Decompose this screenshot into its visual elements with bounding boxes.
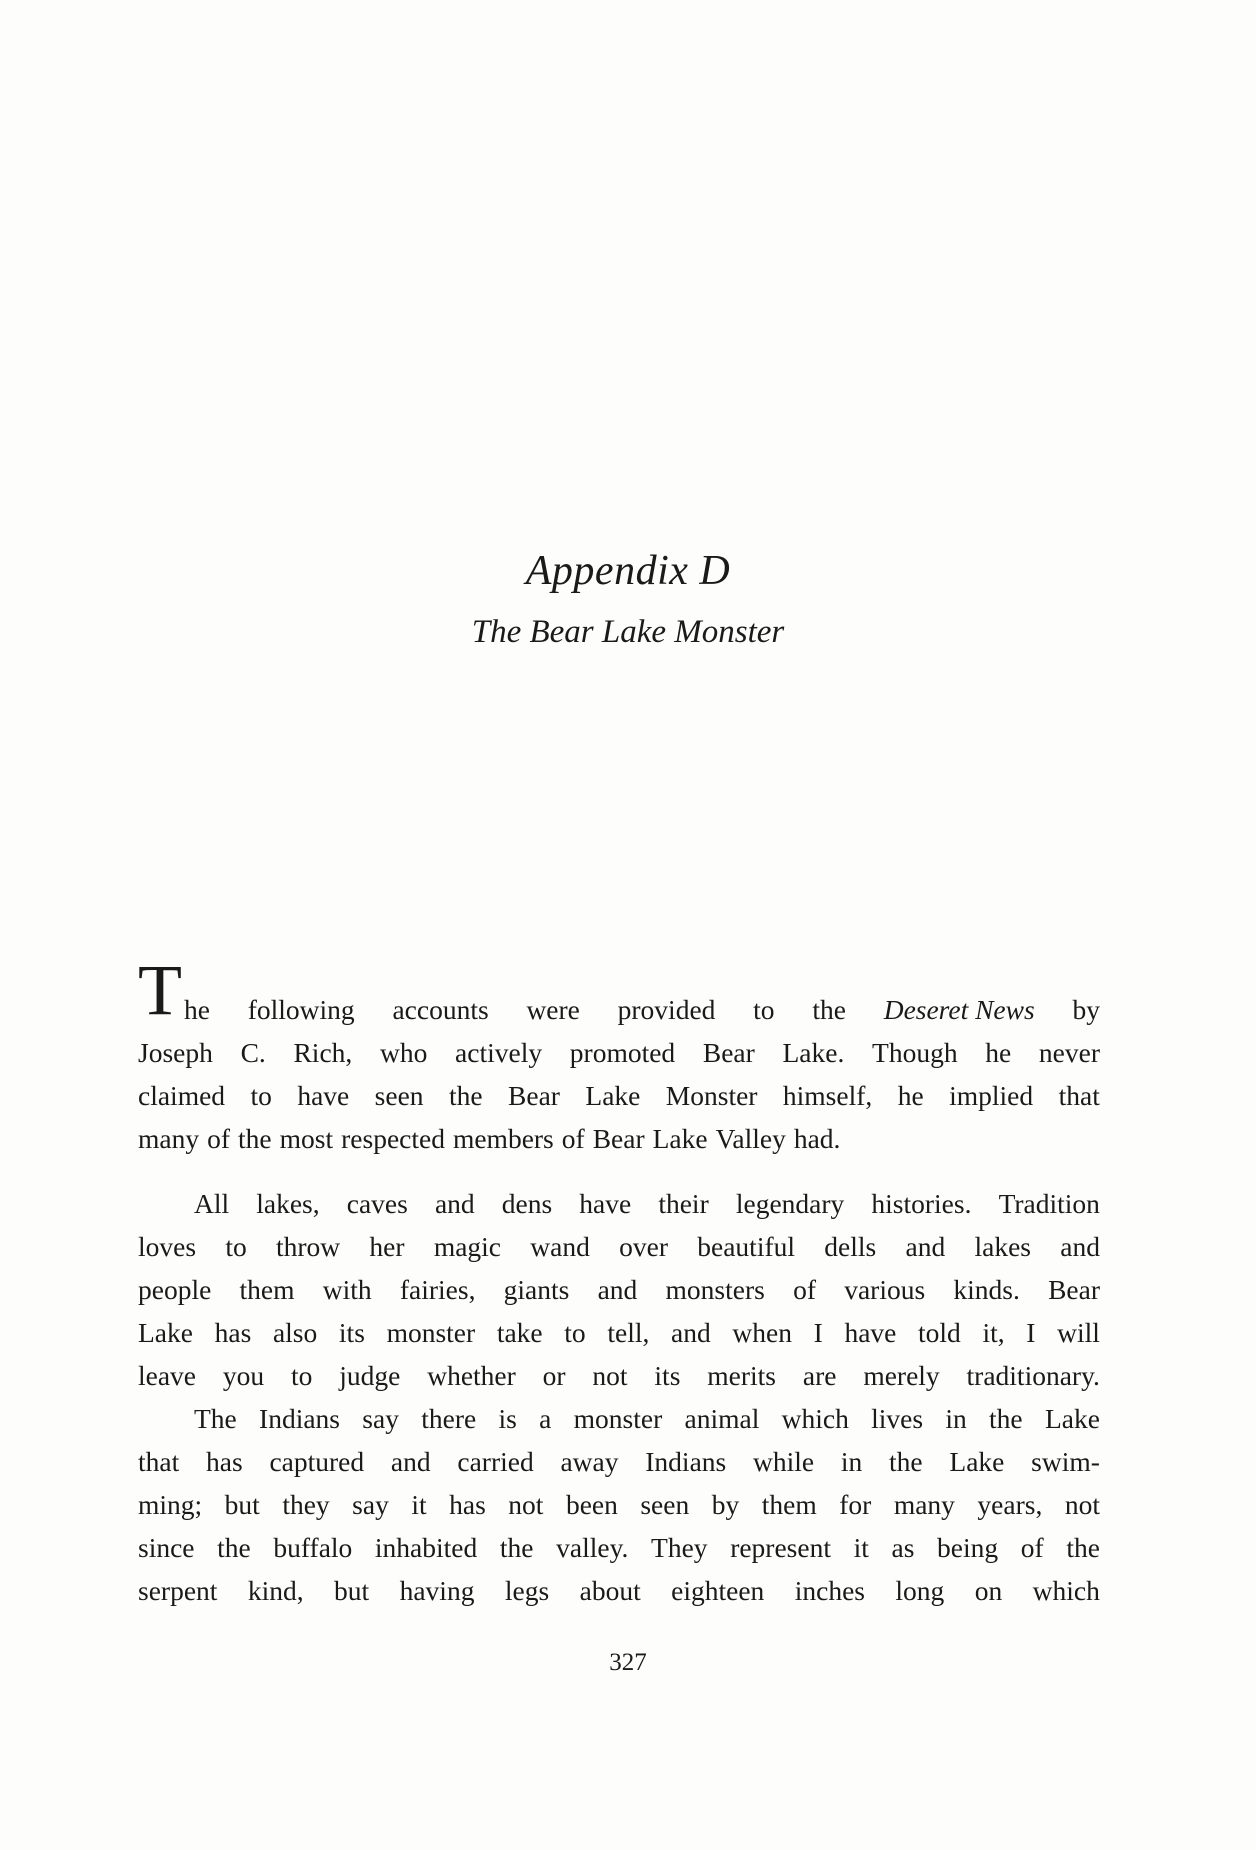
word: inches — [794, 1575, 865, 1606]
word: provided — [617, 994, 716, 1025]
word: eighteen — [671, 1575, 765, 1606]
word: not — [508, 1489, 544, 1520]
word: in — [945, 1403, 967, 1434]
chapter-subtitle: The Bear Lake Monster — [471, 614, 785, 650]
word: and — [905, 1231, 946, 1262]
word: serpent — [138, 1575, 218, 1606]
word: buffalo — [273, 1532, 353, 1563]
body-line — [138, 1397, 1100, 1440]
word: Bear — [508, 1080, 560, 1111]
word: it — [411, 1489, 427, 1520]
word: the — [889, 1446, 923, 1477]
word: magic — [433, 1231, 502, 1262]
word: by — [711, 1489, 740, 1520]
word: Tradition — [998, 1188, 1100, 1219]
word: also — [272, 1317, 318, 1348]
word: the — [812, 994, 846, 1025]
word: not — [1064, 1489, 1100, 1520]
word: judge — [339, 1360, 401, 1391]
word: throw — [275, 1231, 341, 1262]
word: have — [579, 1188, 632, 1219]
word: and — [390, 1446, 431, 1477]
word: people — [138, 1274, 212, 1305]
page-number: 327 — [609, 1649, 647, 1676]
word: himself, — [782, 1080, 873, 1111]
word: or — [542, 1360, 566, 1391]
word: kind, — [247, 1575, 304, 1606]
word: they — [282, 1489, 330, 1520]
word: merits — [707, 1360, 777, 1391]
word: wand — [530, 1231, 590, 1262]
word: giants — [503, 1274, 570, 1305]
word: there — [421, 1403, 477, 1434]
word: Joseph — [138, 1037, 213, 1068]
word: it — [853, 1532, 869, 1563]
word: seen — [640, 1489, 690, 1520]
word: is — [498, 1403, 517, 1434]
chapter-title: Appendix D — [525, 548, 731, 594]
word: kinds. — [953, 1274, 1020, 1305]
word: Though — [872, 1037, 958, 1068]
word: dells — [824, 1231, 877, 1262]
body-line — [138, 1483, 1100, 1526]
word: years, — [977, 1489, 1043, 1520]
word: Indians — [645, 1446, 727, 1477]
word: beautiful — [697, 1231, 796, 1262]
word: having — [399, 1575, 475, 1606]
word: I — [813, 1317, 823, 1348]
word: Monster — [665, 1080, 758, 1111]
word: the — [989, 1403, 1023, 1434]
word: that — [1058, 1080, 1100, 1111]
word: histories. — [871, 1188, 972, 1219]
word: ming; — [138, 1489, 203, 1520]
word: a — [539, 1403, 552, 1434]
word: seen — [374, 1080, 424, 1111]
word: claimed — [138, 1080, 226, 1111]
word: implied — [949, 1080, 1034, 1111]
word: never — [1038, 1037, 1100, 1068]
word: dens — [501, 1188, 553, 1219]
word: respected — [341, 1123, 445, 1154]
word: them — [761, 1489, 817, 1520]
word: legs — [504, 1575, 550, 1606]
word: away — [560, 1446, 619, 1477]
word: Bear — [702, 1037, 755, 1068]
word: that — [138, 1446, 180, 1477]
word: actively — [455, 1037, 543, 1068]
word: on — [974, 1575, 1003, 1606]
drop-cap: T — [138, 950, 182, 1030]
word: not — [592, 1360, 628, 1391]
body-line — [138, 1440, 1100, 1483]
word: to — [250, 1080, 272, 1111]
body-line — [138, 1311, 1100, 1354]
word: Rich, — [293, 1037, 353, 1068]
word: and — [1060, 1231, 1100, 1262]
word: the — [499, 1532, 534, 1563]
word: and — [434, 1188, 475, 1219]
body-line — [138, 1268, 1100, 1311]
word: have — [297, 1080, 350, 1111]
word: leave — [138, 1360, 197, 1391]
body-line — [138, 1569, 1100, 1612]
word: to — [290, 1360, 313, 1391]
word: which — [1032, 1575, 1100, 1606]
word: you — [222, 1360, 265, 1391]
word: has — [449, 1489, 486, 1520]
word: many — [893, 1489, 955, 1520]
word: traditionary. — [966, 1360, 1100, 1391]
word: Lake — [138, 1317, 193, 1348]
word: Indians — [259, 1403, 341, 1434]
word: them — [239, 1274, 295, 1305]
body-line — [138, 1526, 1100, 1569]
word: lakes, — [256, 1188, 320, 1219]
word: say — [362, 1403, 399, 1434]
word: take — [496, 1317, 543, 1348]
word: Lake — [949, 1446, 1005, 1477]
body-line — [138, 1182, 1100, 1225]
word: whether — [427, 1360, 516, 1391]
intro-line-3 — [138, 1074, 1100, 1117]
word: told — [918, 1317, 961, 1348]
word: he — [184, 994, 210, 1025]
word: by — [1072, 994, 1100, 1025]
word: merely — [863, 1360, 940, 1391]
word: Lake — [585, 1080, 641, 1111]
intro-line-4 — [138, 1117, 1100, 1160]
word: and — [597, 1274, 638, 1305]
word: All — [194, 1188, 230, 1219]
publication-name: Deseret News — [883, 994, 1035, 1025]
word: C. — [240, 1037, 266, 1068]
word: fairies, — [399, 1274, 476, 1305]
word: who — [379, 1037, 428, 1068]
word: the — [238, 1123, 272, 1154]
word: as — [891, 1532, 915, 1563]
word: promoted — [569, 1037, 676, 1068]
intro-paragraph — [138, 950, 1100, 1160]
word: legendary — [735, 1188, 845, 1219]
word: he — [985, 1037, 1012, 1068]
word: and — [671, 1317, 711, 1348]
word: monsters — [665, 1274, 765, 1305]
word: many — [138, 1123, 200, 1154]
word: in — [840, 1446, 863, 1477]
word: following — [247, 994, 355, 1025]
word: for — [839, 1489, 872, 1520]
word: since — [138, 1532, 195, 1563]
word: with — [322, 1274, 372, 1305]
body-line — [138, 1225, 1100, 1268]
word: has — [206, 1446, 243, 1477]
word: to — [564, 1317, 586, 1348]
intro-line-1 — [138, 950, 1100, 1031]
word: when — [732, 1317, 792, 1348]
word: have — [844, 1317, 897, 1348]
word: its — [654, 1360, 681, 1391]
word: loves — [138, 1231, 197, 1262]
word: of — [793, 1274, 816, 1305]
word: but — [334, 1575, 370, 1606]
word: the — [217, 1532, 251, 1563]
word: long — [895, 1575, 945, 1606]
word: were — [526, 994, 580, 1025]
word: of — [561, 1123, 585, 1154]
word: captured — [269, 1446, 365, 1477]
word: valley. — [556, 1532, 629, 1563]
word: its — [338, 1317, 365, 1348]
word: about — [579, 1575, 641, 1606]
word: been — [565, 1489, 618, 1520]
word: he — [897, 1080, 924, 1111]
word: accounts — [392, 994, 489, 1025]
word: of — [1020, 1532, 1044, 1563]
word: her — [369, 1231, 405, 1262]
word: over — [619, 1231, 668, 1262]
word: of — [207, 1123, 231, 1154]
word: inhabited — [374, 1532, 478, 1563]
word: are — [802, 1360, 837, 1391]
word: lives — [871, 1403, 924, 1434]
body-line — [138, 1354, 1100, 1397]
word: Bear — [592, 1123, 645, 1154]
word: I — [1026, 1317, 1036, 1348]
word: had. — [793, 1123, 841, 1154]
word: it, — [982, 1317, 1005, 1348]
word: the — [448, 1080, 483, 1111]
word: which — [781, 1403, 849, 1434]
word: monster — [573, 1403, 663, 1434]
word: members — [452, 1123, 554, 1154]
word: the — [1066, 1532, 1100, 1563]
intro-line-2 — [138, 1031, 1100, 1074]
word: lakes — [974, 1231, 1031, 1262]
word: They — [651, 1532, 708, 1563]
word: but — [224, 1489, 260, 1520]
body-paragraph-2 — [138, 1397, 1100, 1612]
intro-line-1-text — [184, 988, 1100, 1031]
word: their — [658, 1188, 709, 1219]
word: Lake. — [782, 1037, 845, 1068]
word: The — [194, 1403, 237, 1434]
word: will — [1057, 1317, 1100, 1348]
word: monster — [386, 1317, 476, 1348]
word: carried — [457, 1446, 534, 1477]
word: caves — [346, 1188, 408, 1219]
word: Lake — [1044, 1403, 1100, 1434]
word: Bear — [1048, 1274, 1100, 1305]
word: tell, — [607, 1317, 650, 1348]
word: most — [279, 1123, 334, 1154]
word: to — [225, 1231, 247, 1262]
word: various — [844, 1274, 926, 1305]
word: represent — [730, 1532, 831, 1563]
word: while — [753, 1446, 815, 1477]
word: animal — [684, 1403, 760, 1434]
word: has — [214, 1317, 252, 1348]
word: Lake — [652, 1123, 708, 1154]
body-paragraph-1 — [138, 1182, 1100, 1397]
word: Valley — [715, 1123, 786, 1154]
word: to — [753, 994, 775, 1025]
word: being — [937, 1532, 999, 1563]
word: say — [352, 1489, 389, 1520]
word: swim- — [1031, 1446, 1100, 1477]
